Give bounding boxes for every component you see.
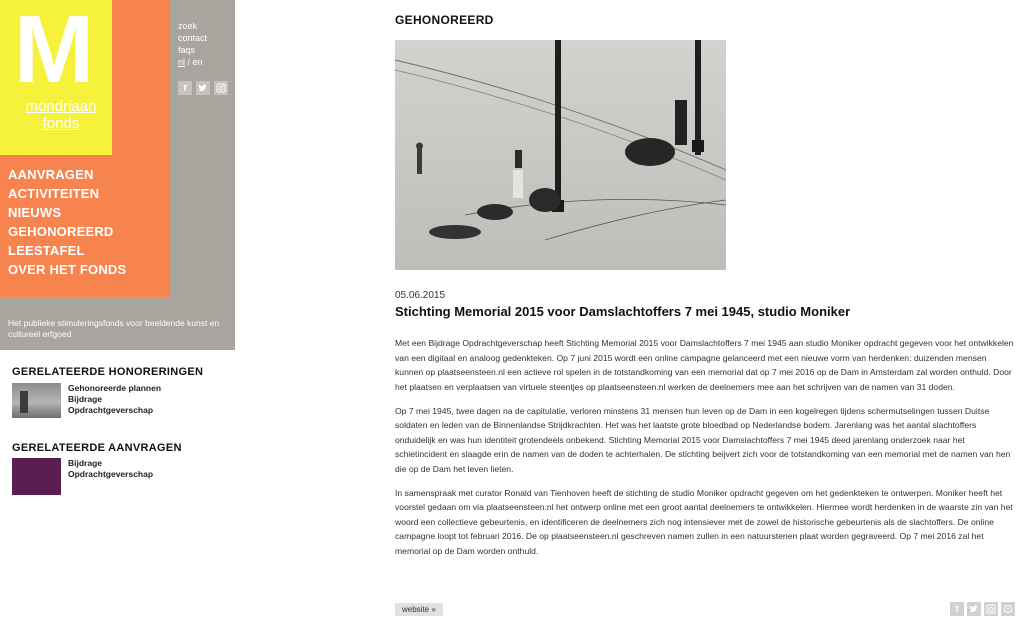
orange-strip (112, 0, 170, 155)
twitter-share-icon[interactable] (967, 602, 981, 616)
related-aanvraag-item[interactable] (12, 458, 153, 495)
social-share-bottom (950, 602, 1015, 616)
related-honorering-thumbnail[interactable] (12, 383, 61, 418)
article-body (395, 336, 1017, 568)
article-title: Stichting Memorial 2015 voor Damslachtoffers 7 mei 1945, studio Moniker (395, 304, 851, 319)
tagline: Het publieke stimuleringsfonds voor beeldende kunst en cultureel erfgoed (8, 318, 220, 339)
language-switch (178, 56, 207, 68)
related-honorering-item[interactable] (12, 383, 161, 418)
hero-photo (395, 40, 726, 270)
main-menu-block (0, 155, 170, 297)
menu-item-activiteiten[interactable]: ACTIVITEITEN (8, 186, 100, 201)
lang-en[interactable]: en (192, 57, 203, 67)
related-honorering-text (68, 383, 161, 418)
related-aanvraag-line-1[interactable]: Bijdrage (68, 458, 103, 468)
related-aanvraag-text (68, 458, 153, 495)
logo-letter: M (14, 0, 92, 103)
article-date: 05.06.2015 (395, 290, 446, 301)
related-honorering-line-3[interactable]: Opdrachtgeverschap (68, 405, 154, 415)
facebook-icon[interactable]: f (178, 81, 192, 95)
utility-nav (178, 20, 207, 68)
search-link[interactable]: zoek (178, 21, 198, 31)
menu-item-over-het-fonds[interactable]: OVER HET FONDS (8, 262, 127, 277)
logo[interactable] (0, 0, 112, 155)
lang-separator: / (185, 57, 193, 67)
historic-photo-illustration (395, 40, 726, 270)
website-button[interactable]: website » (395, 603, 443, 616)
contact-link[interactable]: contact (178, 33, 208, 43)
article-paragraph-3: In samenspraak met curator Ronald van Tienhoven heeft de stichting de studio Moniker opdracht gegeven om het gedenkteken te ontwerpen. Moniker heeft het voorstel gedaan om via plaatseensteen.nl het ontwerp online met een groot aantal deelnemers te ontwikkelen. Hiermee wordt herdenken in de waarste zin van het woord een collectieve gebeurtenis, en identificeren de deelnemers zich nog intensiever met de zowel de historische gebeurtenis als de slachtoffers. De online campagne loopt tot februari 2016. De op plaatseensteen.nl geschreven namen zullen in een natuurstenen plaat worden gegraveerd. Op 7 mei 2016 zal het memorial op de Dam worden onthuld. (395, 487, 1013, 556)
article-paragraph-1: Met een Bijdrage Opdrachtgeverschap heeft Stichting Memorial 2015 voor Damslachtoffers 7 mei 1945 aan studio Moniker opdracht gegeven voor het ontwikkelen van een digitaal en analoog gedenkteken. Op 7 juni 2015 wordt een online campagne gelanceerd met een nieuwe vorm van herdenken: duizenden mensen kunnen op plaatseensteen.nl een actieve rol spelen in de totstandkoming van een memorial dat op 7 mei 2016 op de Dam in Amsterdam zal worden onthuld. Door het plaatsen en verplaatsen van virtuele steentjes op plaatseensteen.nl werken de deelnemers mee aan het schrijven van de namen van 31 doden. (395, 338, 1014, 392)
menu-item-aanvragen[interactable]: AANVRAGEN (8, 167, 94, 182)
menu-item-gehonoreerd[interactable]: GEHONOREERD (8, 224, 114, 239)
menu-item-nieuws[interactable]: NIEUWS (8, 205, 62, 220)
related-aanvragen-title: GERELATEERDE AANVRAGEN (12, 442, 182, 454)
main-menu (8, 165, 126, 279)
related-honorering-line-2[interactable]: Bijdrage (68, 394, 103, 404)
menu-item-leestafel[interactable]: LEESTAFEL (8, 243, 85, 258)
facebook-share-icon[interactable]: f (950, 602, 964, 616)
related-honoreringen-title: GERELATEERDE HONORERINGEN (12, 366, 204, 378)
lang-nl[interactable]: nl (178, 57, 186, 67)
related-aanvraag-thumbnail[interactable] (12, 458, 61, 495)
related-honorering-line-1[interactable]: Gehonoreerde plannen (68, 383, 162, 393)
left-column (0, 0, 235, 350)
instagram-share-icon[interactable] (984, 602, 998, 616)
instagram-icon[interactable] (214, 81, 228, 95)
social-links-top (178, 81, 228, 95)
logo-line-2: fonds (42, 115, 80, 132)
share-icon[interactable] (1001, 602, 1015, 616)
logo-text (16, 98, 106, 132)
faqs-link[interactable]: faqs (178, 45, 196, 55)
twitter-icon[interactable] (196, 81, 210, 95)
article-paragraph-2: Op 7 mei 1945, twee dagen na de capitulatie, verloren minstens 31 mensen hun leven op de Dam in een kogelregen tijdens schermutselingen tussen Duitse soldaten en leden van de Binnenlandse Strijdkrachten. Het was het laatste grote bloedbad op Nederlandse bodem. Jarenlang was het aantal slachtoffers onduidelijk en was hun identiteit grotendeels onbekend. Stichting Memorial 2015 voor Damslachtoffers 7 mei 1945 deed jarenlang onderzoek naar het schietincident en slaagde erin de namen van de doden te achterhalen. De stichting beijvert zich voor de totstandkoming van een memorial met de namen van hen die op de Dam het leven lieten. (395, 405, 1011, 474)
section-title: GEHONOREERD (395, 13, 494, 27)
related-aanvraag-line-2[interactable]: Opdrachtgeverschap (68, 469, 154, 479)
logo-line-1: mondriaan (25, 98, 97, 115)
